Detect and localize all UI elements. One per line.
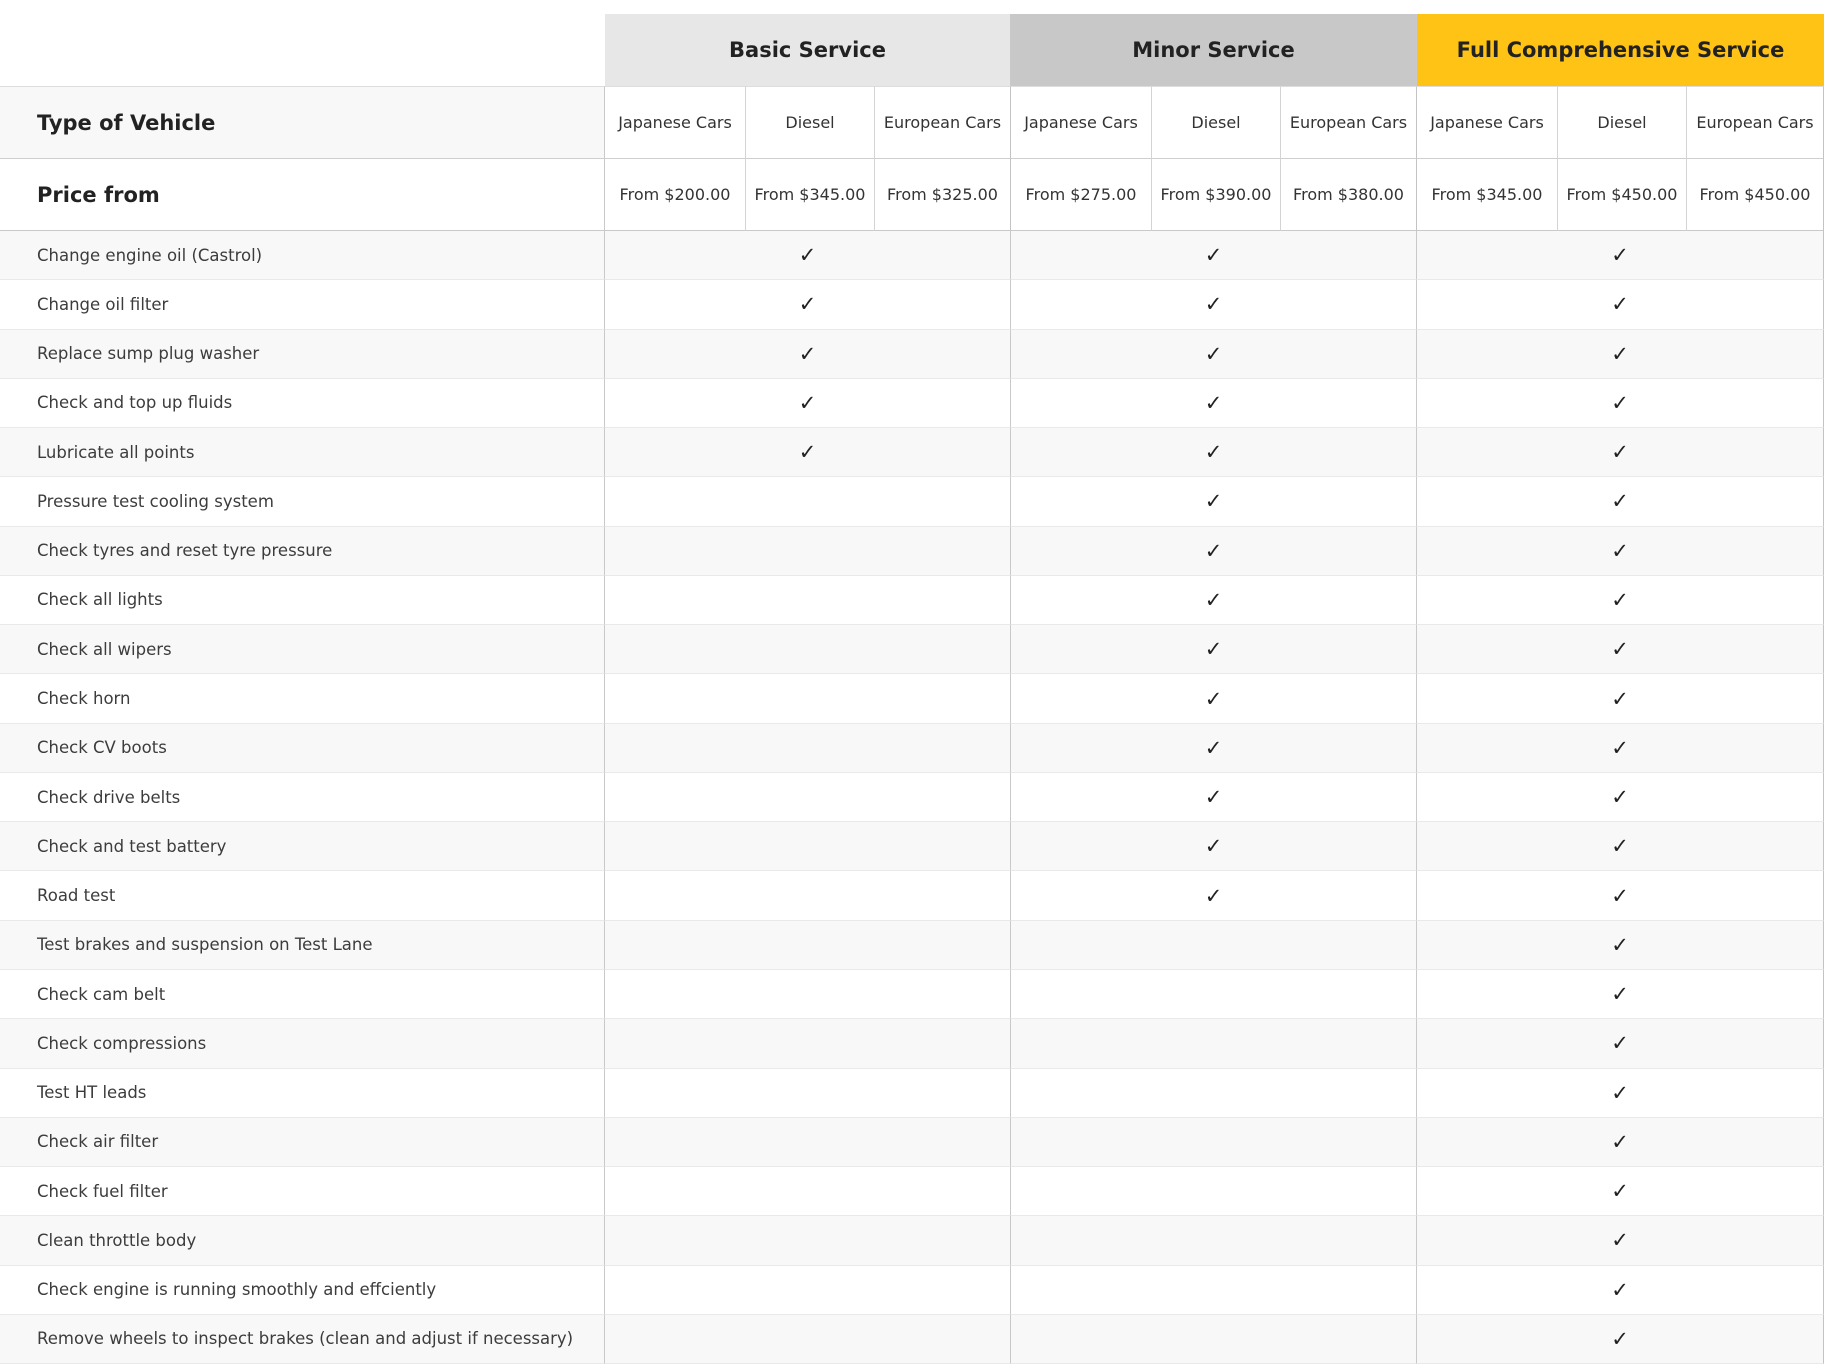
check-icon: ✓ [1011, 280, 1417, 329]
check-icon: ✓ [1417, 724, 1824, 773]
vehicle-type: Japanese Cars [605, 86, 746, 159]
check-icon: ✓ [1417, 1019, 1824, 1068]
feature-name: Change oil filter [0, 280, 605, 329]
check-icon: ✓ [1417, 1315, 1824, 1364]
price-value: From $345.00 [1417, 159, 1558, 231]
empty-cell [605, 773, 1011, 822]
price-value: From $345.00 [746, 159, 875, 231]
type-of-vehicle-label: Type of Vehicle [0, 86, 605, 159]
empty-cell [605, 724, 1011, 773]
vehicle-type: Japanese Cars [1011, 86, 1152, 159]
feature-name: Change engine oil (Castrol) [0, 231, 605, 280]
feature-name: Check and test battery [0, 822, 605, 871]
vehicle-type: Japanese Cars [1417, 86, 1558, 159]
empty-cell [1011, 1069, 1417, 1118]
feature-name: Replace sump plug washer [0, 330, 605, 379]
check-icon: ✓ [1011, 674, 1417, 723]
check-icon: ✓ [1417, 379, 1824, 428]
empty-cell [1011, 1118, 1417, 1167]
price-value: From $450.00 [1687, 159, 1824, 231]
empty-cell [605, 477, 1011, 526]
check-icon: ✓ [1011, 477, 1417, 526]
empty-cell [605, 871, 1011, 920]
check-icon: ✓ [1011, 330, 1417, 379]
empty-cell [605, 1266, 1011, 1315]
feature-name: Check air filter [0, 1118, 605, 1167]
empty-cell [605, 1315, 1011, 1364]
feature-name: Check engine is running smoothly and effciently [0, 1266, 605, 1315]
empty-cell [1011, 970, 1417, 1019]
check-icon: ✓ [1011, 871, 1417, 920]
empty-cell [605, 1019, 1011, 1068]
basic-service-header: Basic Service [605, 14, 1011, 86]
feature-name: Clean throttle body [0, 1216, 605, 1265]
service-comparison-table [0, 14, 1840, 1364]
check-icon: ✓ [1417, 280, 1824, 329]
empty-cell [1011, 1266, 1417, 1315]
check-icon: ✓ [1417, 1266, 1824, 1315]
price-from-label: Price from [0, 159, 605, 231]
check-icon: ✓ [1417, 871, 1824, 920]
check-icon: ✓ [1417, 330, 1824, 379]
check-icon: ✓ [1417, 1216, 1824, 1265]
feature-name: Check and top up fluids [0, 379, 605, 428]
empty-cell [605, 1167, 1011, 1216]
empty-cell [605, 822, 1011, 871]
check-icon: ✓ [1417, 921, 1824, 970]
vehicle-type: European Cars [1281, 86, 1417, 159]
check-icon: ✓ [1417, 1118, 1824, 1167]
empty-cell [605, 625, 1011, 674]
vehicle-type: European Cars [1687, 86, 1824, 159]
check-icon: ✓ [605, 379, 1011, 428]
feature-name: Check horn [0, 674, 605, 723]
feature-name: Check compressions [0, 1019, 605, 1068]
empty-cell [605, 1069, 1011, 1118]
check-icon: ✓ [1011, 576, 1417, 625]
empty-cell [605, 527, 1011, 576]
check-icon: ✓ [1417, 1167, 1824, 1216]
feature-name: Test brakes and suspension on Test Lane [0, 921, 605, 970]
check-icon: ✓ [1011, 625, 1417, 674]
check-icon: ✓ [1011, 724, 1417, 773]
check-icon: ✓ [1011, 379, 1417, 428]
vehicle-type: Diesel [1152, 86, 1281, 159]
check-icon: ✓ [1417, 1069, 1824, 1118]
check-icon: ✓ [1417, 970, 1824, 1019]
check-icon: ✓ [1417, 428, 1824, 477]
price-value: From $380.00 [1281, 159, 1417, 231]
table-corner [0, 14, 605, 86]
vehicle-type: Diesel [746, 86, 875, 159]
feature-name: Pressure test cooling system [0, 477, 605, 526]
check-icon: ✓ [1417, 231, 1824, 280]
feature-name: Road test [0, 871, 605, 920]
check-icon: ✓ [1417, 625, 1824, 674]
feature-name: Check drive belts [0, 773, 605, 822]
price-value: From $390.00 [1152, 159, 1281, 231]
check-icon: ✓ [1417, 576, 1824, 625]
empty-cell [1011, 1216, 1417, 1265]
minor-service-header: Minor Service [1011, 14, 1417, 86]
check-icon: ✓ [1417, 674, 1824, 723]
check-icon: ✓ [1011, 428, 1417, 477]
check-icon: ✓ [605, 330, 1011, 379]
vehicle-type: European Cars [875, 86, 1011, 159]
empty-cell [605, 970, 1011, 1019]
check-icon: ✓ [1011, 527, 1417, 576]
check-icon: ✓ [1011, 822, 1417, 871]
empty-cell [605, 921, 1011, 970]
empty-cell [1011, 1019, 1417, 1068]
check-icon: ✓ [1011, 773, 1417, 822]
empty-cell [605, 1118, 1011, 1167]
feature-name: Test HT leads [0, 1069, 605, 1118]
empty-cell [605, 1216, 1011, 1265]
empty-cell [605, 576, 1011, 625]
check-icon: ✓ [1011, 231, 1417, 280]
empty-cell [1011, 921, 1417, 970]
price-value: From $200.00 [605, 159, 746, 231]
check-icon: ✓ [605, 428, 1011, 477]
feature-name: Remove wheels to inspect brakes (clean and adjust if necessary) [0, 1315, 605, 1364]
check-icon: ✓ [1417, 477, 1824, 526]
feature-name: Check all lights [0, 576, 605, 625]
feature-name: Check CV boots [0, 724, 605, 773]
empty-cell [1011, 1167, 1417, 1216]
vehicle-type: Diesel [1558, 86, 1687, 159]
check-icon: ✓ [1417, 822, 1824, 871]
price-value: From $325.00 [875, 159, 1011, 231]
check-icon: ✓ [1417, 773, 1824, 822]
check-icon: ✓ [1417, 527, 1824, 576]
price-value: From $275.00 [1011, 159, 1152, 231]
empty-cell [605, 674, 1011, 723]
feature-name: Check cam belt [0, 970, 605, 1019]
feature-name: Lubricate all points [0, 428, 605, 477]
feature-name: Check fuel filter [0, 1167, 605, 1216]
full-comprehensive-service-header: Full Comprehensive Service [1417, 14, 1824, 86]
empty-cell [1011, 1315, 1417, 1364]
feature-name: Check tyres and reset tyre pressure [0, 527, 605, 576]
check-icon: ✓ [605, 231, 1011, 280]
check-icon: ✓ [605, 280, 1011, 329]
price-value: From $450.00 [1558, 159, 1687, 231]
feature-name: Check all wipers [0, 625, 605, 674]
